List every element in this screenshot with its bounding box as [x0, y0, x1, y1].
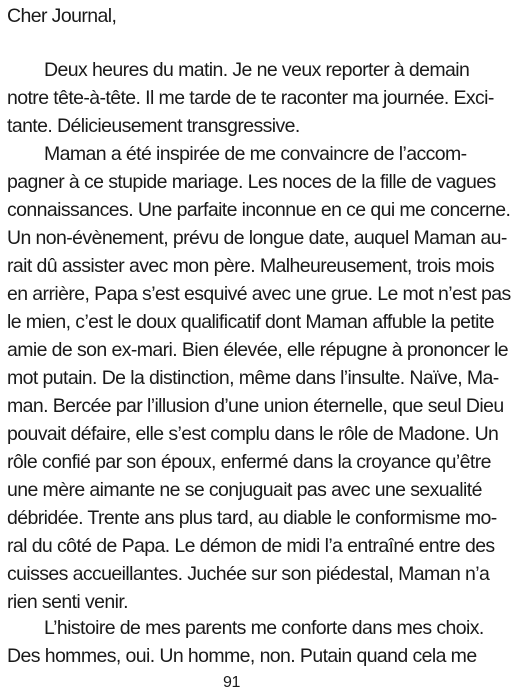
paragraph-2-line-8: amie de son ex-mari. Bien élevée, elle répugne à prononcer le [7, 339, 509, 361]
paragraph-3-line-2: Des hommes, oui. Un homme, non. Putain quand cela me [7, 645, 477, 667]
salutation: Cher Journal, [7, 5, 117, 27]
paragraph-2-line-12: rôle confié par son époux, enfermé dans la croyance qu’être [7, 451, 491, 473]
paragraph-1-line-2: notre tête-à-tête. Il me tarde de te raconter ma journée. Exci- [7, 87, 494, 109]
paragraph-2-line-17: rien senti venir. [7, 591, 128, 613]
paragraph-2-line-3: connaissances. Une parfaite inconnue en ce qui me concerne. [7, 199, 511, 221]
paragraph-2-line-5: rait dû assister avec mon père. Malheureusement, trois mois [7, 255, 494, 277]
page-number: 91 [223, 674, 240, 691]
paragraph-2-line-9: mot putain. De la distinction, même dans l’insulte. Naïve, Ma- [7, 367, 499, 389]
paragraph-3-line-1: L’histoire de mes parents me conforte dans mes choix. [44, 617, 484, 639]
paragraph-2-line-16: cuisses accueillantes. Juchée sur son piédestal, Maman n’a [7, 563, 490, 585]
paragraph-2-line-4: Un non-évènement, prévu de longue date, auquel Maman au- [7, 227, 507, 249]
paragraph-1-line-3: tante. Délicieusement transgressive. [7, 115, 300, 137]
paragraph-2-line-11: pouvait défaire, elle s’est complu dans le rôle de Madone. Un [7, 423, 499, 445]
paragraph-2-line-14: débridée. Trente ans plus tard, au diable le conformisme mo- [7, 507, 497, 529]
paragraph-2-line-13: une mère aimante ne se conjuguait pas avec une sexualité [7, 479, 482, 501]
paragraph-2-line-7: le mien, c’est le doux qualificatif dont Maman affuble la petite [7, 311, 494, 333]
paragraph-2-line-2: pagner à ce stupide mariage. Les noces de la fille de vagues [7, 171, 496, 193]
paragraph-2-line-1: Maman a été inspirée de me convaincre de l’accom- [44, 143, 467, 165]
paragraph-2-line-15: ral du côté de Papa. Le démon de midi l’a entraîné entre des [7, 535, 495, 557]
paragraph-2-line-10: man. Bercée par l’illusion d’une union éternelle, que seul Dieu [7, 395, 504, 417]
paragraph-2-line-6: en arrière, Papa s’est esquivé avec une grue. Le mot n’est pas [7, 283, 511, 305]
paragraph-1-line-1: Deux heures du matin. Je ne veux reporter à demain [44, 59, 470, 81]
